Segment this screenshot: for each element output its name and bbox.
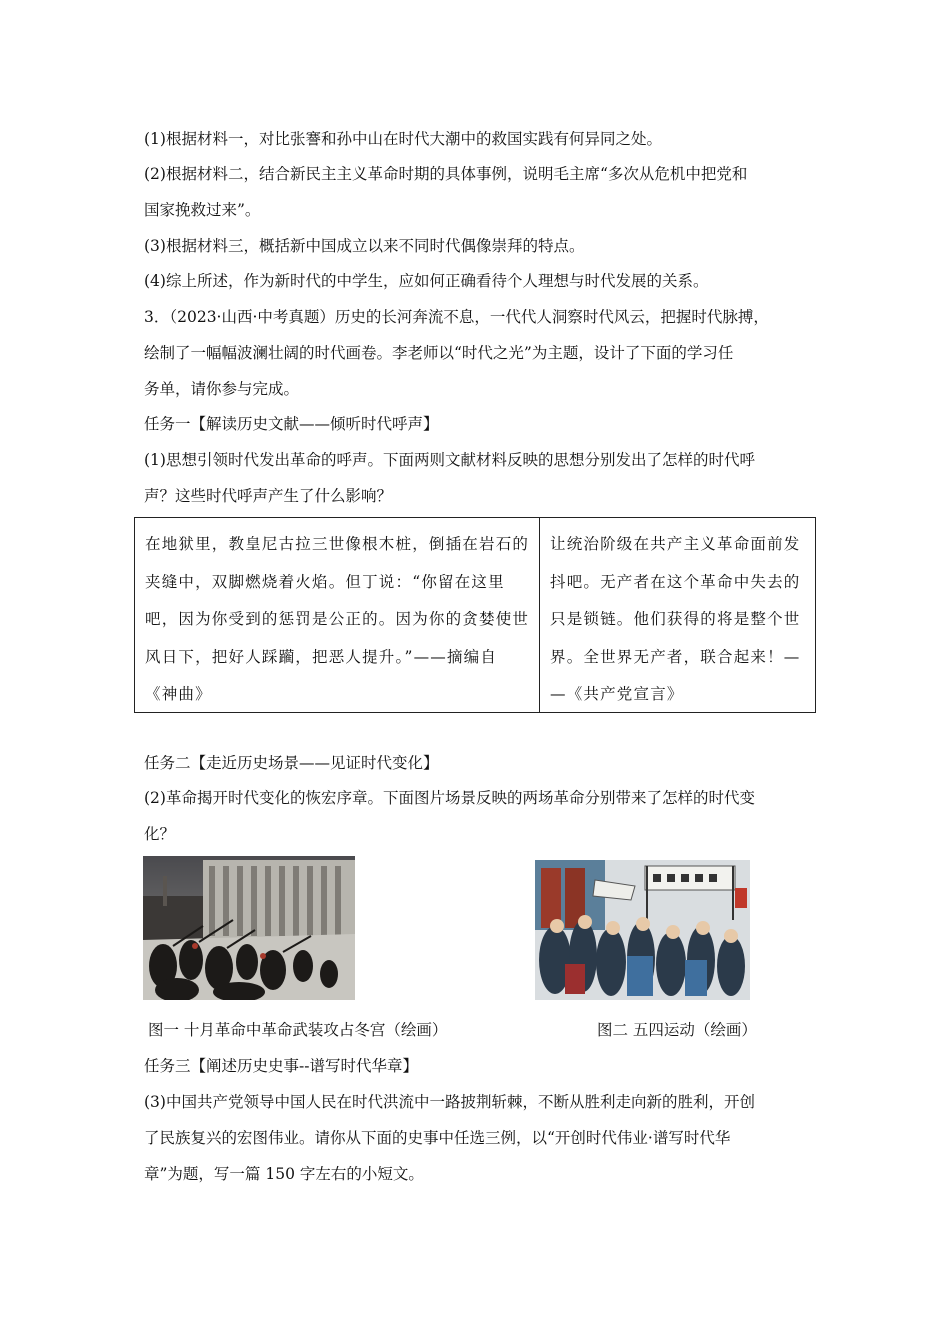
task-3-question-line-1: (3)中国共产党领导中国人民在时代洪流中一路披荆斩棘，不断从胜利走向新的胜利，开创 [144, 1093, 755, 1111]
document-materials-table [134, 517, 816, 713]
communist-manifesto-cell [540, 518, 815, 712]
question-2-line-2: 国家挽救过来”。 [144, 201, 261, 219]
question-2-line-1: (2)根据材料二，结合新民主主义革命时期的具体事例，说明毛主席“多次从危机中把党和 [144, 165, 748, 183]
table-left-line: 吧，因为你受到的惩罚是公正的。因为你的贪婪使世 [145, 610, 530, 628]
task-3-question-line-3: 章”为题，写一篇 150 字左右的小短文。 [144, 1165, 424, 1183]
table-left-line: 风日下，把好人踩躏，把恶人提升。”——摘编自 [145, 647, 498, 666]
winter-palace-painting [143, 856, 355, 1000]
question-1: (1)根据材料一，对比张謇和孙中山在时代大潮中的救国实践有何异同之处。 [144, 130, 662, 148]
table-left-line: 《神曲》 [145, 685, 212, 703]
task-1-question-line-1: (1)思想引领时代发出革命的呼声。下面两则文献材料反映的思想分别发出了怎样的时代呼 [144, 451, 755, 469]
table-right-line: —《共产党宣言》 [550, 685, 684, 703]
question-3: (3)根据材料三，概括新中国成立以来不同时代偶像崇拜的特点。 [144, 237, 585, 255]
figure-1-caption: 图一 十月革命中革命武装攻占冬宫（绘画） [148, 1021, 448, 1039]
task-1-question-line-2: 声？这些时代呼声产生了什么影响？ [144, 487, 393, 505]
problem-3-intro-line-3: 务单，请你参与完成。 [144, 380, 300, 398]
table-right-line: 只是锁链。他们获得的将是整个世 [550, 610, 801, 628]
divine-comedy-cell [135, 518, 540, 712]
task-3-question-line-2: 了民族复兴的宏图伟业。请你从下面的史事中任选三例，以“开创时代伟业·谱写时代华 [144, 1129, 731, 1147]
table-right-line: 界。全世界无产者，联合起来！— [550, 647, 801, 666]
may-fourth-painting [535, 860, 750, 1000]
problem-3-intro-line-1: 3．（2023·山西·中考真题）历史的长河奔流不息，一代代人洞察时代风云，把握时代脉搏， [144, 308, 769, 326]
table-left-line: 夹缝中，双脚燃烧着火焰。但丁说：“你留在这里 [145, 572, 505, 591]
task-3-title: 任务三【阐述历史史事--谱写时代华章】 [144, 1057, 418, 1075]
figure-2-caption: 图二 五四运动（绘画） [597, 1021, 757, 1039]
task-2-title: 任务二【走近历史场景——见证时代变化】 [144, 754, 439, 772]
task-1-title: 任务一【解读历史文献——倾听时代呼声】 [144, 415, 439, 433]
task-2-question-line-1: (2)革命揭开时代变化的恢宏序章。下面图片场景反映的两场革命分别带来了怎样的时代变 [144, 789, 755, 807]
table-right-line: 让统治阶级在共产主义革命面前发 [550, 535, 801, 553]
question-4: (4)综上所述，作为新时代的中学生，应如何正确看待个人理想与时代发展的关系。 [144, 272, 709, 290]
task-2-question-line-2: 化？ [144, 825, 176, 843]
table-left-line: 在地狱里，教皇尼古拉三世像根木桩，倒插在岩石的 [145, 535, 530, 553]
problem-3-intro-line-2: 绘制了一幅幅波澜壮阔的时代画卷。李老师以“时代之光”为主题，设计了下面的学习任 [144, 344, 734, 362]
table-right-line: 抖吧。无产者在这个革命中失去的 [550, 572, 801, 591]
